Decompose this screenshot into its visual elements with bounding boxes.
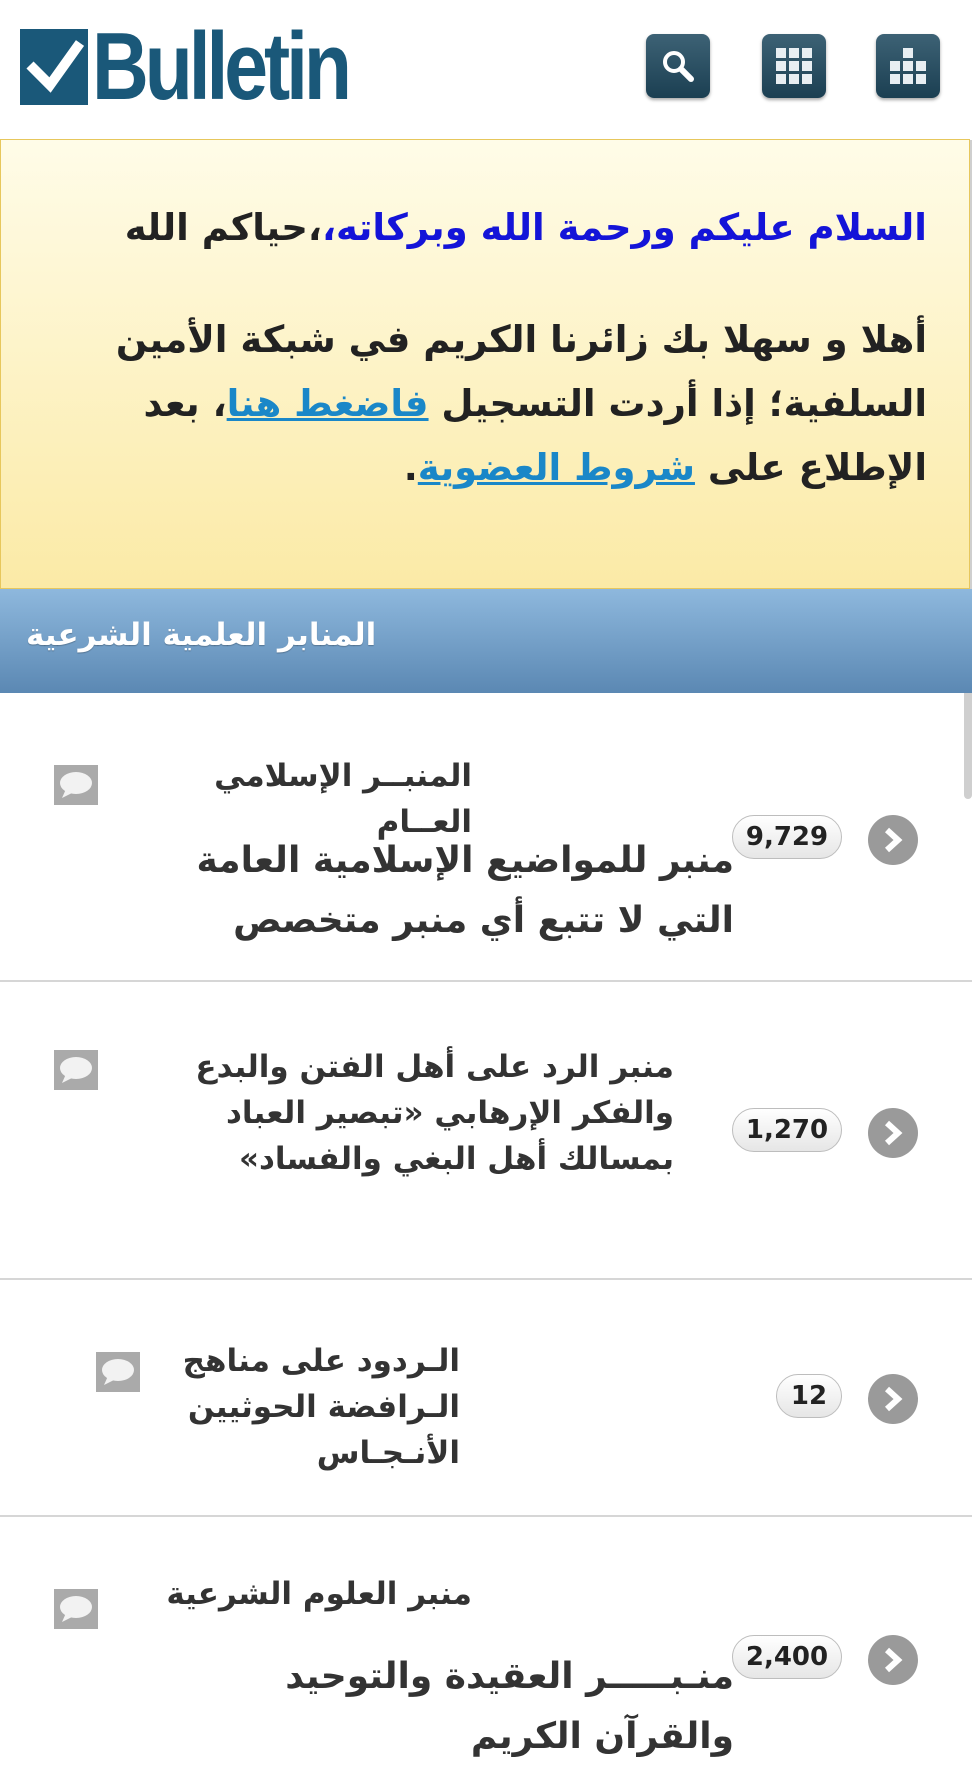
forum-row[interactable]	[0, 982, 972, 1280]
forum-row[interactable]	[0, 1280, 972, 1517]
search-button[interactable]	[646, 34, 710, 98]
chevron-right-icon	[882, 1120, 904, 1146]
chevron-right-icon	[882, 827, 904, 853]
salam-greeting: السلام عليكم ورحمة الله وبركاته،	[321, 206, 927, 249]
forum-chevron[interactable]	[868, 1374, 918, 1424]
forum-title[interactable]: منبر الرد على أهل الفتن والبدع والفكر الإرهابي «تبصير العباد بمسالك أهل البغي والفساد»	[195, 1049, 674, 1177]
forum-title[interactable]: منبر العلوم الشرعية	[166, 1576, 472, 1612]
vbulletin-logo[interactable]	[20, 13, 404, 120]
terms-link[interactable]: شروط العضوية	[417, 446, 695, 489]
welcome-greeting: ،حياكم الله	[124, 206, 322, 249]
forum-post-count: 12	[776, 1374, 842, 1418]
logo-check-icon	[20, 29, 88, 105]
forum-status-icon	[54, 1589, 98, 1629]
site-header	[0, 0, 972, 140]
forum-title[interactable]: الـردود على مناهج الـرافضة الحوثيين الأنـجـاس	[182, 1343, 460, 1471]
chevron-right-icon	[882, 1647, 904, 1673]
register-link[interactable]: فاضغط هنا	[226, 382, 429, 425]
welcome-text-2: ، بعد الإطلاع على	[143, 382, 927, 489]
forum-chevron[interactable]	[868, 1108, 918, 1158]
sitemap-button[interactable]	[876, 34, 940, 98]
forum-post-count: 2,400	[732, 1635, 842, 1679]
welcome-text-3: .	[403, 446, 418, 489]
forum-chevron[interactable]	[868, 1635, 918, 1685]
forum-description: منبر للمواضيع الإسلامية العامة التي لا تتبع أي منبر متخصص	[196, 840, 734, 941]
grid-icon	[774, 46, 814, 86]
welcome-message	[47, 308, 927, 500]
greeting-text	[47, 198, 927, 258]
forum-chevron[interactable]	[868, 815, 918, 865]
welcome-notice	[0, 139, 970, 589]
forum-row[interactable]	[0, 1517, 972, 1777]
forum-status-icon	[54, 1050, 98, 1090]
forum-post-count: 1,270	[732, 1108, 842, 1152]
logo-text: Bulletin	[92, 13, 348, 120]
sitemap-icon	[888, 46, 928, 86]
section-header[interactable]	[0, 589, 972, 693]
forum-title[interactable]: المنبــر الإسلامي العــام	[214, 758, 472, 840]
search-icon	[661, 49, 695, 83]
section-title: المنابر العلمية الشرعية	[26, 617, 377, 653]
grid-menu-button[interactable]	[762, 34, 826, 98]
welcome-text-1: أهلا و سهلا بك زائرنا الكريم في شبكة الأمين السلفية؛ إذا أردت التسجيل	[115, 318, 927, 425]
forum-row[interactable]	[0, 693, 972, 982]
forum-post-count: 9,729	[732, 815, 842, 859]
forum-description: منـبـــــر العقيدة والتوحيد والقرآن الكريم	[285, 1656, 734, 1757]
chevron-right-icon	[882, 1386, 904, 1412]
forum-status-icon	[96, 1352, 140, 1392]
forum-status-icon	[54, 765, 98, 805]
